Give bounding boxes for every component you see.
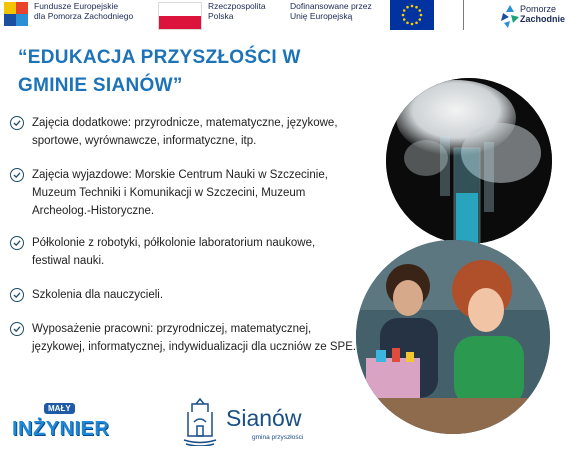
- rzeczpospolita-text: Rzeczpospolita Polska: [208, 1, 266, 21]
- sianow-tagline: gmina przyszłości: [252, 434, 304, 441]
- list-item: Półkolonie z robotyki, półkolonie laboratorium naukowe, festiwal nauki.: [10, 234, 332, 270]
- pomorze-zachodnie-text: Pomorze Zachodnie: [520, 4, 566, 24]
- students-robotics-photo: [356, 240, 550, 434]
- list-item: Zajęcia dodatkowe: przyrodnicze, matematyczne, językowe, sportowe, wyrównawcze, informatyczne, itp.: [10, 114, 360, 150]
- check-circle-icon: [10, 116, 24, 130]
- science-experiment-photo: [386, 78, 552, 244]
- check-circle-icon: [10, 288, 24, 302]
- title-line-1: “EDUKACJA PRZYSZŁOŚCI W: [18, 47, 301, 68]
- european-funds-logo-icon: [4, 2, 30, 26]
- maly-inzynier-logo: INŻYNIER: [12, 418, 110, 440]
- sianow-logo-text: Sianów: [226, 405, 302, 431]
- funding-logos-bar: [0, 0, 570, 36]
- check-circle-icon: [10, 168, 24, 182]
- eu-flag-icon: [390, 0, 434, 30]
- list-item: Wyposażenie pracowni: przyrodniczej, matematycznej, językowej, informatycznej, indywidualizacji dla uczniów ze SPE.: [10, 320, 360, 356]
- check-circle-icon: [10, 322, 24, 336]
- poland-flag-icon: [158, 2, 202, 30]
- logo-separator: [463, 0, 464, 30]
- page-title: [18, 44, 348, 100]
- list-item: Szkolenia dla nauczycieli.: [10, 286, 163, 304]
- sianow-crest-icon: [180, 398, 220, 446]
- list-item: Zajęcia wyjazdowe: Morskie Centrum Nauki w Szczecinie, Muzeum Techniki i Komunikacji w Szczecini, Muzeum Archeolog.-Historyczne.: [10, 166, 360, 220]
- european-funds-text: Fundusze Europejskie dla Pomorza Zachodniego: [34, 1, 134, 21]
- maly-badge: MAŁY: [44, 403, 75, 414]
- check-circle-icon: [10, 236, 24, 250]
- title-line-2: GMINIE SIANÓW”: [18, 75, 183, 96]
- eu-funding-text: Dofinansowane przez Unię Europejską: [290, 1, 372, 21]
